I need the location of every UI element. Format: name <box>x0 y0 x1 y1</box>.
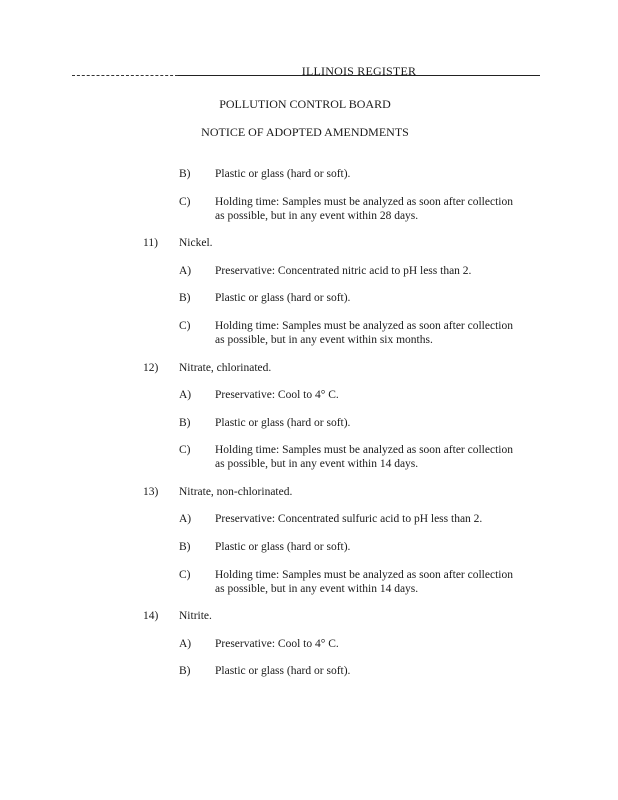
header-rule-left <box>72 75 178 76</box>
item-label: B) <box>179 665 191 677</box>
item-label: A) <box>179 513 192 525</box>
item-label: C) <box>179 569 191 581</box>
item-text: Preservative: Concentrated sulfuric acid to pH less than 2. <box>215 513 483 525</box>
item-text: Holding time: Samples must be analyzed as soon after collection <box>215 444 513 456</box>
register-title: ILLINOIS REGISTER <box>301 64 417 78</box>
item-label: B) <box>179 541 191 553</box>
section-number: 12) <box>143 362 159 374</box>
item-text: Holding time: Samples must be analyzed as soon after collection <box>215 569 513 581</box>
item-label: B) <box>179 292 191 304</box>
item-label: C) <box>179 320 191 332</box>
item-text: Holding time: Samples must be analyzed as soon after collection <box>215 320 513 332</box>
item-label: C) <box>179 444 191 456</box>
item-text-continued: as possible, but in any event within 14 days. <box>215 458 419 470</box>
item-text-continued: as possible, but in any event within 28 days. <box>215 210 419 222</box>
item-label: A) <box>179 389 192 401</box>
item-text: Plastic or glass (hard or soft). <box>215 541 351 553</box>
item-text: Plastic or glass (hard or soft). <box>215 292 351 304</box>
board-name: POLLUTION CONTROL BOARD <box>219 97 391 111</box>
item-text-continued: as possible, but in any event within 14 days. <box>215 583 419 595</box>
section-title: Nitrite. <box>179 610 212 622</box>
notice-title: NOTICE OF ADOPTED AMENDMENTS <box>201 125 409 139</box>
item-label: C) <box>179 196 191 208</box>
item-text: Preservative: Cool to 4° C. <box>215 638 339 650</box>
section-title: Nickel. <box>179 237 213 249</box>
item-label: A) <box>179 265 192 277</box>
item-text: Holding time: Samples must be analyzed as soon after collection <box>215 196 513 208</box>
item-text: Plastic or glass (hard or soft). <box>215 168 351 180</box>
item-text: Preservative: Cool to 4° C. <box>215 389 339 401</box>
section-number: 11) <box>143 237 158 249</box>
item-label: B) <box>179 417 191 429</box>
item-label: A) <box>179 638 192 650</box>
section-number: 14) <box>143 610 159 622</box>
section-number: 13) <box>143 486 159 498</box>
item-text: Plastic or glass (hard or soft). <box>215 417 351 429</box>
section-title: Nitrate, non-chlorinated. <box>179 486 293 498</box>
item-label: B) <box>179 168 191 180</box>
section-title: Nitrate, chlorinated. <box>179 362 272 374</box>
item-text: Plastic or glass (hard or soft). <box>215 665 351 677</box>
item-text: Preservative: Concentrated nitric acid to pH less than 2. <box>215 265 472 277</box>
item-text-continued: as possible, but in any event within six months. <box>215 334 433 346</box>
